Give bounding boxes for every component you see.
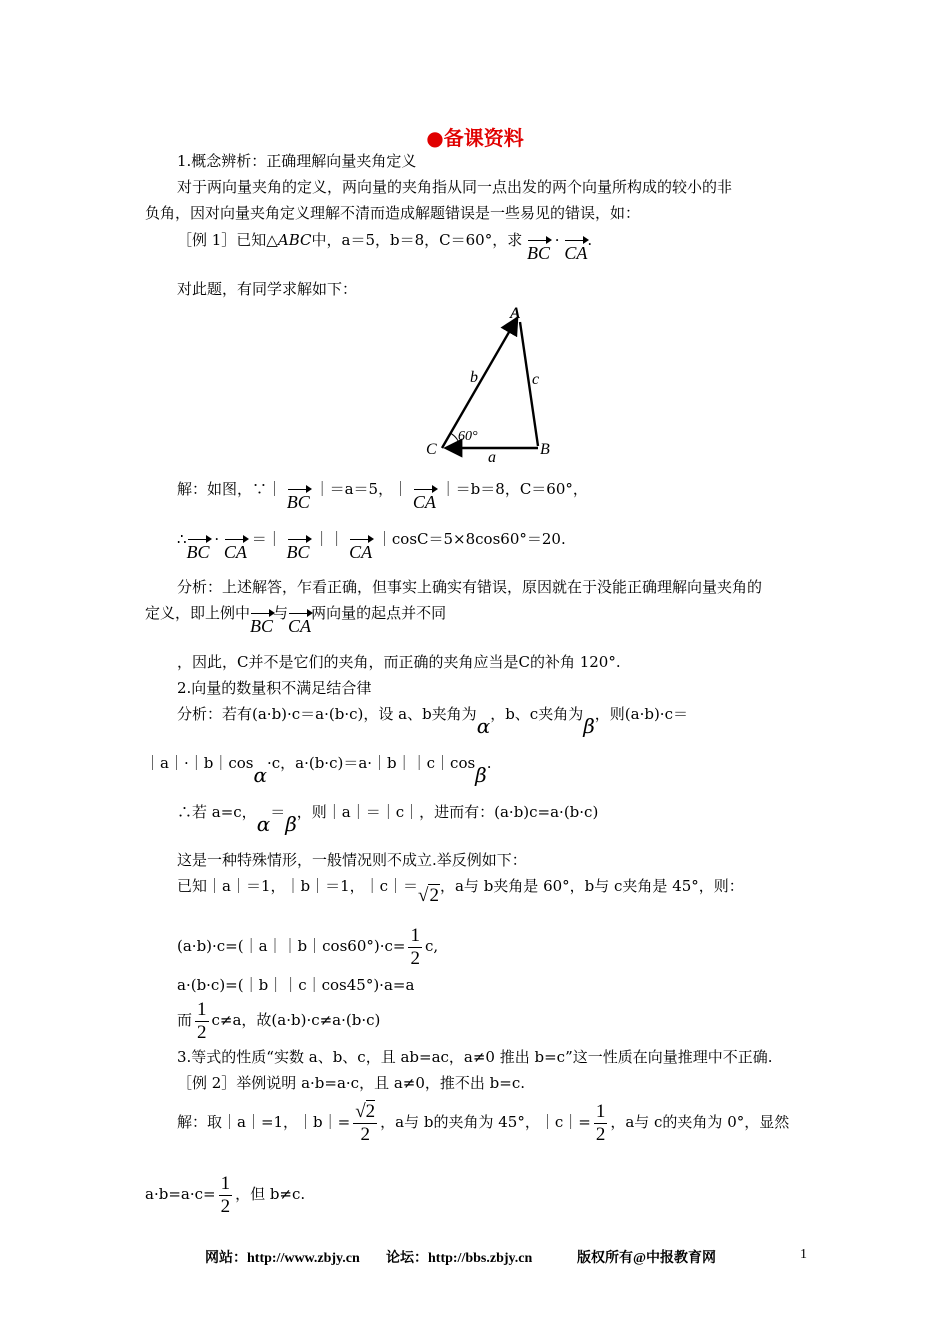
fraction-denominator: 2	[197, 1021, 207, 1043]
section-2-line-8	[177, 998, 380, 1044]
sqrt-radicand: 2	[365, 1100, 376, 1122]
therefore: ∴	[177, 530, 187, 548]
vertex-c-label: C	[426, 441, 437, 458]
s2-l6-prefix: (a·b)·c=(｜a｜｜b｜cos60°)·c=	[177, 937, 406, 955]
fraction-denominator: 2	[410, 947, 420, 969]
period: .	[587, 231, 593, 249]
solution-1-mid2: ｜＝b＝8，C＝60°，	[440, 480, 588, 498]
solution-2-mid: ｜｜	[314, 530, 345, 548]
dot-operator: ·	[214, 530, 220, 548]
section-2-line-7: a·(b·c)=(｜b｜｜c｜cos45°)·a=a	[177, 976, 415, 994]
sqrt-radicand: 2	[429, 885, 439, 906]
fraction-numerator: √2	[355, 1100, 376, 1122]
paragraph-1a: 对于两向量夹角的定义，两向量的夹角指从同一点出发的两个向量所构成的较小的非	[177, 178, 733, 196]
vector-bc: BC	[187, 537, 210, 563]
section-2-line-5	[177, 875, 744, 907]
example-1	[177, 229, 592, 264]
vector-ca: CA	[349, 537, 372, 563]
analysis-1b-prefix: 定义，即上例中	[145, 604, 251, 622]
alpha-symbol: α	[256, 812, 271, 836]
fraction-denominator: 2	[220, 1195, 231, 1217]
fraction-one-half	[594, 1101, 608, 1146]
side-a-label: a	[488, 449, 496, 465]
solution-line-1	[177, 478, 588, 513]
analysis-1b	[145, 602, 446, 637]
solution-2-eq: ＝｜	[251, 530, 282, 548]
s2-l3-eq: ＝	[270, 803, 286, 821]
side-b	[442, 320, 516, 448]
fraction-numerator: 1	[410, 924, 420, 946]
section-3-last-line	[145, 1172, 305, 1218]
fraction-one-half	[219, 1173, 233, 1218]
s2-l8-prefix: 而	[177, 1011, 193, 1029]
solution-line-2	[177, 528, 566, 563]
vector-bc: BC	[527, 238, 550, 264]
s2-l1-mid: ，b、c夹角为	[490, 705, 584, 723]
example-1-abc: ABC	[277, 231, 312, 249]
section-2-line-3	[177, 801, 598, 835]
footer-site-link[interactable]: 网站：http://www.zbjy.cn	[205, 1251, 360, 1266]
footer-copyright: 版权所有@中报教育网	[577, 1251, 717, 1266]
side-b-label: b	[470, 369, 478, 386]
example-1-prefix: ［例 1］已知△	[177, 231, 278, 249]
solution-1-prefix: 解：如图，∵｜	[177, 480, 283, 498]
vector-bc: BC	[287, 487, 310, 513]
solution-2-end: ｜cosC＝5×8cos60°＝20.	[376, 530, 566, 548]
s2-l5-end: ，a与 b夹角是 60°，b与 c夹角是 45°，则：	[439, 877, 744, 895]
page-footer	[0, 1247, 950, 1269]
vector-bc: BC	[250, 611, 273, 637]
beta-symbol: β	[583, 714, 595, 738]
fraction-one-half	[195, 999, 209, 1044]
and-word: 与	[273, 604, 289, 622]
s2-l2-end: .	[486, 754, 492, 772]
footer-forum-link[interactable]: 论坛：http://bbs.zbjy.cn	[386, 1251, 533, 1266]
sqrt-two: √2	[418, 885, 439, 906]
s3-last-prefix: a·b=a·c=	[145, 1185, 216, 1203]
vector-ca: CA	[413, 487, 436, 513]
section-2-line-4: 这是一种特殊情形，一般情况则不成立.举反例如下：	[177, 851, 527, 869]
s2-l2-mid: ·c，a·(b·c)＝a·｜b｜｜c｜cos	[266, 754, 476, 772]
section-2-heading: 2.向量的数量积不满足结合律	[177, 679, 372, 697]
section-3-heading: 3.等式的性质“实数 a、b、c，且 ab=ac，a≠0 推出 b=c”这一性质在向量推理中不正确.	[177, 1048, 773, 1066]
page-number: 1	[800, 1247, 807, 1262]
s2-l2-prefix: ｜a｜·｜b｜cos	[145, 754, 254, 772]
vector-ca: CA	[288, 611, 311, 637]
beta-symbol: β	[285, 812, 297, 836]
fraction-numerator: 1	[220, 1172, 231, 1194]
s2-l1-end: ，则(a·b)·c＝	[594, 705, 688, 723]
side-c-label: c	[532, 371, 540, 388]
alpha-symbol: α	[476, 714, 491, 738]
s3-sol-prefix: 解：取｜a｜=1，｜b｜=	[177, 1113, 351, 1131]
section-2-line-6	[177, 924, 438, 970]
alpha-symbol: α	[253, 763, 267, 787]
vector-ca: CA	[224, 537, 247, 563]
section-1-heading: 1.概念辨析：正确理解向量夹角定义	[177, 152, 417, 170]
section-3-solution	[177, 1100, 789, 1146]
vertex-b-label: B	[540, 441, 550, 458]
s2-l5-prefix: 已知｜a｜＝1，｜b｜＝1，｜c｜＝	[177, 877, 419, 895]
beta-symbol: β	[475, 763, 487, 787]
solution-1-mid1: ｜＝a＝5，｜	[314, 480, 409, 498]
example-1-mid: 中，	[311, 231, 342, 249]
fraction-one-half	[408, 925, 422, 970]
page-title: ●备课资料	[426, 126, 524, 150]
s2-l3-end: ，则｜a｜＝｜c｜，进而有：(a·b)c=a·(b·c)	[296, 803, 599, 821]
analysis-1a: 分析：上述解答，乍看正确，但事实上确实有错误，原因就在于没能正确理解向量夹角的	[177, 578, 763, 596]
s3-sol-mid: ，a与 b的夹角为 45°，｜c｜=	[380, 1113, 591, 1131]
dot-operator: ·	[554, 231, 560, 249]
fraction-sqrt2-over-2	[353, 1101, 377, 1146]
s2-l1-prefix: 分析：若有(a·b)·c＝a·(b·c)，设 a、b夹角为	[177, 705, 477, 723]
fraction-denominator: 2	[595, 1123, 606, 1145]
s2-l6-end: c,	[424, 937, 439, 955]
analysis-1c: ，因此，C并不是它们的夹角，而正确的夹角应当是C的补角 120°.	[177, 653, 621, 671]
paragraph-2: 对此题，有同学求解如下：	[177, 280, 358, 298]
example-2: ［例 2］举例说明 a·b=a·c，且 a≠0，推不出 b=c.	[177, 1074, 526, 1092]
triangle-figure	[420, 300, 560, 465]
paragraph-1b: 负角，因对向量夹角定义理解不清而造成解题错误是一些易见的错误，如：	[145, 204, 641, 222]
analysis-1b-end: 两向量的起点并不同	[311, 604, 447, 622]
fraction-denominator: 2	[360, 1123, 370, 1145]
fraction-numerator: 1	[197, 998, 207, 1020]
example-1-values: a＝5，b＝8，C＝60°，求	[341, 231, 523, 249]
fraction-numerator: 1	[595, 1100, 606, 1122]
vector-bc: BC	[287, 537, 310, 563]
section-2-line-1	[177, 703, 688, 737]
s2-l8-end: c≠a，故(a·b)·c≠a·(b·c)	[211, 1011, 381, 1029]
vector-ca: CA	[564, 238, 587, 264]
section-2-line-2	[145, 752, 492, 786]
s3-sol-end: ，a与 c的夹角为 0°，显然	[610, 1113, 790, 1131]
angle-label: 60°	[458, 429, 478, 444]
s3-last-end: ，但 b≠c.	[235, 1185, 306, 1203]
s2-l3-prefix: ∴若 a=c，	[177, 803, 257, 821]
vertex-a-label: A	[510, 305, 521, 322]
